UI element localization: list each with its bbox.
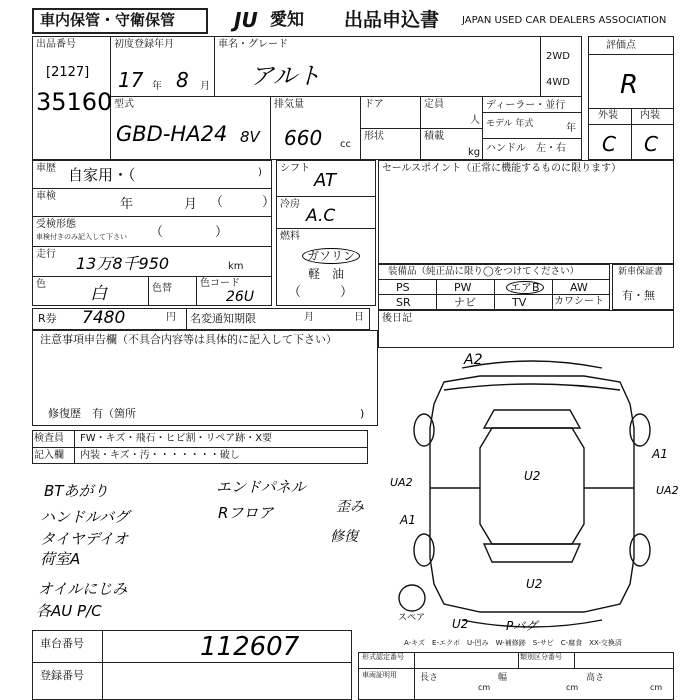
cat-number-label: 類別区分番号 xyxy=(520,653,562,661)
fw-row: FW・キズ・飛石・ヒビ割・リペア跡・X要 xyxy=(80,433,273,444)
diagram-windshield xyxy=(484,410,580,428)
later-fill-label: 後日記 xyxy=(382,313,412,324)
equip-navi[interactable]: ナビ xyxy=(454,296,476,309)
diagram-u2-rear: U2 xyxy=(526,577,543,591)
history-label: 車歴 xyxy=(36,163,56,174)
load-unit: kg xyxy=(468,147,481,158)
wd2-label: 2WD xyxy=(546,51,570,62)
fuel-diesel: 軽 油 xyxy=(308,267,345,281)
repair-history-close: ) xyxy=(360,407,365,420)
form-cert-label: 形式認定番号 xyxy=(362,653,404,661)
inspector-label: 検査員 xyxy=(34,433,64,444)
handle-value: 左・右 xyxy=(536,143,566,154)
diagram-roof xyxy=(480,428,584,544)
lot-number-label: 出品番号 xyxy=(36,39,76,50)
history-close: ) xyxy=(258,167,262,178)
color-change-label: 色替 xyxy=(152,283,172,294)
recycle-amount: 7480 xyxy=(82,308,126,328)
int-row: 内装・キズ・汚・・・・・・・破し xyxy=(80,450,240,461)
equipment-label: 装備品（純正品に限り◯をつけてください） xyxy=(388,266,580,277)
diagram-rear-window xyxy=(484,544,580,562)
chassis-number: 112607 xyxy=(200,632,300,662)
displacement-label: 排気量 xyxy=(274,99,304,110)
year-label-1: 年 xyxy=(152,81,162,92)
brand-name: 愛知 xyxy=(270,10,304,30)
note-oil: オイルにじみ xyxy=(38,580,128,598)
diagram-u2-center: U2 xyxy=(524,469,541,483)
equip-ps[interactable]: PS xyxy=(396,281,410,294)
association-name: JAPAN USED CAR DEALERS ASSOCIATION xyxy=(462,15,667,26)
note-cargo: 荷室A xyxy=(40,550,81,568)
model-label: 型式 xyxy=(114,99,134,110)
note-each: 各AU P/C xyxy=(36,602,102,620)
notes-label: 注意事項申告欄（不具合内容等は具体的に記入して下さい） xyxy=(40,333,337,346)
name-change-label: 名変通知期限 xyxy=(190,312,256,325)
warranty-label: 新車保証書 xyxy=(618,267,664,277)
color-value: 白 xyxy=(90,284,107,304)
car-name-label: 車名・グレード xyxy=(218,39,288,50)
diagram-ua2-right: UA2 xyxy=(656,484,679,497)
recv-type-note: 車検付きのみ記入して下さい xyxy=(36,233,127,241)
shape-label: 形状 xyxy=(364,131,384,142)
color-code-label: 色コード xyxy=(200,278,240,289)
diagram-bumper-front xyxy=(462,361,602,368)
model-code: GBD-HA24 xyxy=(116,122,228,146)
shift-value: AT xyxy=(314,170,336,191)
diagram-a1-right: A1 xyxy=(652,447,668,461)
equip-airbag[interactable]: エアB xyxy=(506,281,544,294)
vehicle-cert-label: 車両証明用 xyxy=(362,671,397,679)
diagram-a1-left: A1 xyxy=(400,513,416,527)
color-label: 色 xyxy=(36,279,46,290)
damage-legend: A-キズ E-エクボ U-凹み W-補修跡 S-サビ C-腐食 XX-交換済 xyxy=(404,639,622,647)
recv-type-label: 受検形態 xyxy=(36,219,76,230)
diagram-ua2-left: UA2 xyxy=(390,476,413,489)
dealer-label: ディーラー・並行 xyxy=(486,100,566,111)
form-title: 出品申込書 xyxy=(344,9,440,31)
shift-label: シフト xyxy=(280,163,310,174)
inspection-year: 年 xyxy=(120,197,134,212)
name-change-month: 月 xyxy=(304,312,314,323)
year-label-2: 年 xyxy=(566,123,576,134)
diagram-wheel-fl xyxy=(414,414,434,446)
note-endpanel: エンドパネル xyxy=(216,478,306,496)
car-name: アルト xyxy=(250,62,322,90)
car-damage-diagram xyxy=(384,348,680,648)
model-suffix: 8V xyxy=(240,128,260,146)
door-label: ドア xyxy=(364,99,384,110)
width-label: 幅 xyxy=(498,673,508,683)
note-handle: ハンドルバグ xyxy=(40,508,129,526)
load-label: 積載 xyxy=(424,131,444,142)
inspection-paren: （ ） xyxy=(210,195,276,210)
diagram-spare-label: スペア xyxy=(398,613,426,623)
rating-label: 評価点 xyxy=(606,40,636,51)
month-label-1: 月 xyxy=(200,81,210,92)
note-tire: タイヤデイオ xyxy=(40,530,129,548)
note-rfloor: Rフロア xyxy=(218,504,274,522)
equip-aw[interactable]: AW xyxy=(570,281,588,294)
capacity-unit: 人 xyxy=(470,115,480,126)
diagram-wheel-rl xyxy=(414,534,434,566)
storage-label: 車内保管・守衛保管 xyxy=(40,11,176,29)
note-warp: 歪み xyxy=(336,499,364,515)
exterior-label: 外装 xyxy=(598,110,618,121)
inspection-label: 車検 xyxy=(36,191,56,202)
equip-tv[interactable]: TV xyxy=(512,296,527,309)
fuel-label: 燃料 xyxy=(280,231,300,242)
name-change-day: 日 xyxy=(354,312,364,323)
displacement-unit: cc xyxy=(340,139,351,150)
color-code-value: 26U xyxy=(226,289,255,305)
displacement-value: 660 xyxy=(284,126,323,150)
sales-point-block xyxy=(378,160,674,264)
width-unit: cm xyxy=(566,683,579,692)
height-label: 高さ xyxy=(586,673,605,683)
first-reg-year: 17 xyxy=(118,68,144,92)
exterior-grade: C xyxy=(602,132,616,156)
sales-point-label: セールスポイント（正常に機能するものに限ります） xyxy=(382,163,622,174)
mileage-label: 走行 xyxy=(36,249,56,260)
diagram-wheel-fr xyxy=(630,414,650,446)
height-unit: cm xyxy=(650,683,663,692)
inspection-month: 月 xyxy=(184,197,198,212)
mileage-value: 13万8千950 xyxy=(76,254,170,273)
equip-pw[interactable]: PW xyxy=(454,281,472,294)
cooling-label: 冷房 xyxy=(280,199,300,210)
later-fill-block xyxy=(378,310,674,348)
entry-label: 記入欄 xyxy=(34,450,64,461)
chassis-label: 車台番号 xyxy=(40,637,84,650)
diagram-front-arc xyxy=(444,384,620,390)
equip-sr[interactable]: SR xyxy=(396,296,411,309)
fuel-gas: ガソリン xyxy=(302,248,360,264)
lot-number: 35160 xyxy=(36,88,113,116)
length-unit: cm xyxy=(478,683,491,692)
cert-block xyxy=(358,652,674,700)
recv-paren: （ ） xyxy=(150,225,229,240)
length-label: 長さ xyxy=(420,673,439,683)
recycle-label: R券 xyxy=(38,312,57,325)
wd4-label: 4WD xyxy=(546,77,570,88)
brand-logo: JU xyxy=(234,8,258,32)
note-repair: 修復 xyxy=(330,529,358,545)
lot-ref: [2127] xyxy=(46,65,90,80)
repair-history-label: 修復歴 有（箇所 xyxy=(48,407,136,420)
diagram-wheel-rr xyxy=(630,534,650,566)
registration-label: 登録番号 xyxy=(40,669,84,682)
recycle-unit: 円 xyxy=(166,312,176,323)
interior-grade: C xyxy=(644,132,658,156)
cooling-value: A.C xyxy=(306,206,336,226)
mileage-unit: km xyxy=(228,261,244,272)
model-year-label: モデル 年式 xyxy=(486,119,534,129)
first-reg-month: 8 xyxy=(176,68,189,92)
first-reg-label: 初度登録年月 xyxy=(114,39,174,50)
fuel-paren: （ ） xyxy=(288,285,354,300)
equip-kawa[interactable]: カワシート xyxy=(554,296,604,307)
capacity-label: 定員 xyxy=(424,99,444,110)
diagram-spare xyxy=(399,585,425,611)
interior-label: 内装 xyxy=(640,110,660,121)
history-value: 自家用・（ xyxy=(68,166,136,184)
diagram-pbug: Pバグ xyxy=(506,619,538,633)
warranty-value: 有・無 xyxy=(622,289,655,302)
note-bt: BTあがり xyxy=(44,482,109,500)
handle-label: ハンドル xyxy=(486,143,526,154)
diagram-u2-bottom: U2 xyxy=(452,617,469,631)
diagram-a2-top: A2 xyxy=(464,352,483,368)
rating-value: R xyxy=(620,70,639,100)
